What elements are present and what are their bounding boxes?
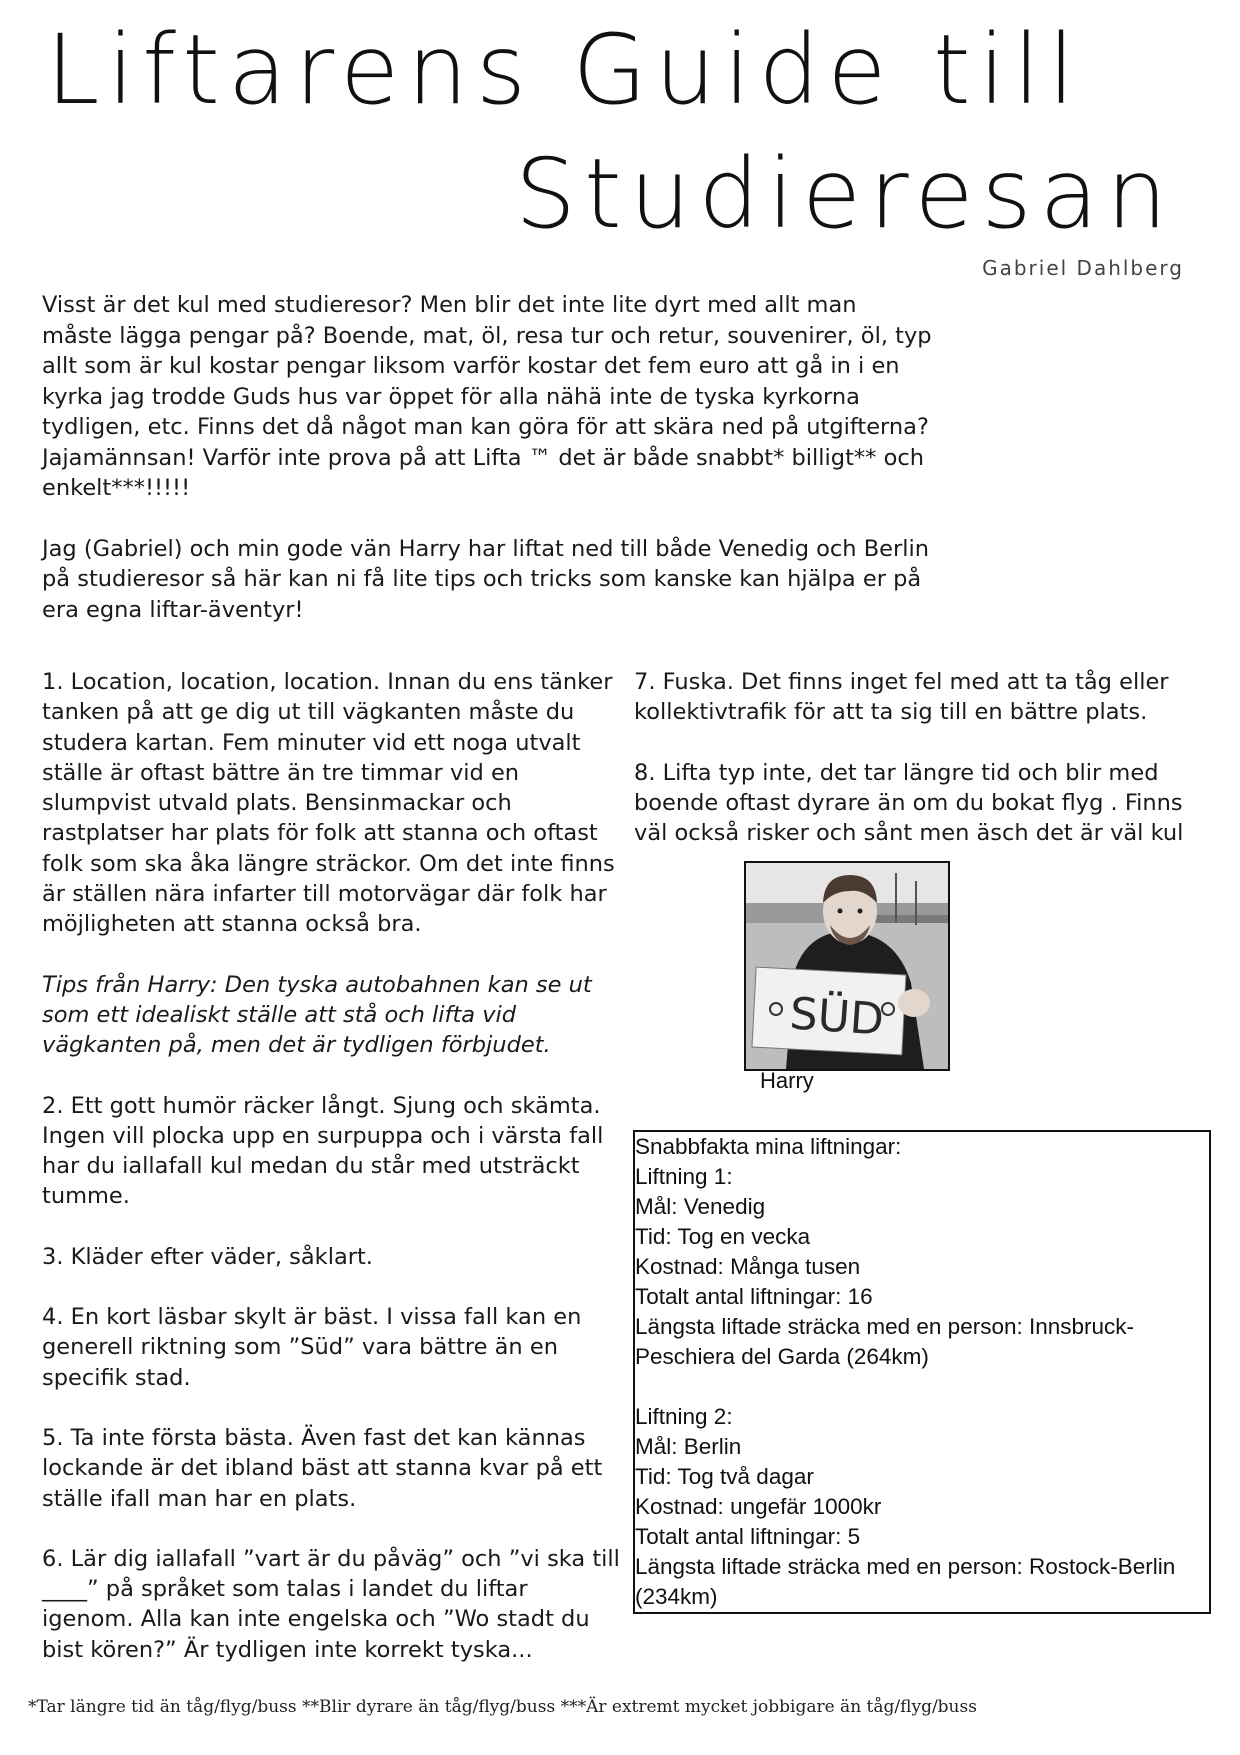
trip-1-label: Liftning 1: <box>635 1164 733 1189</box>
facts-heading: Snabbfakta mina liftningar: <box>635 1134 902 1159</box>
trip-1-time: Tid: Tog en vecka <box>635 1224 811 1249</box>
footnote: *Tar längre tid än tåg/flyg/buss **Blir dyrare än tåg/flyg/buss ***Är extremt mycket jobbigare än tåg/flyg/buss <box>28 1697 977 1717</box>
quick-facts-box <box>633 1130 1211 1614</box>
trip-2-cost: Kostnad: ungefär 1000kr <box>635 1494 882 1519</box>
trip-2-longest: Längsta liftade sträcka med en person: Rostock-Berlin (234km) <box>635 1554 1176 1609</box>
facts-spacer <box>635 1372 1205 1402</box>
tip-6: 6. Lär dig iallafall ”vart är du påväg” och ”vi ska till ____” på språket som talas i landet du liftar igenom. Alla kan inte engelska och ”Wo stadt du bist kören?” Är tydligen inte korrekt tyska... <box>42 1545 620 1663</box>
tip-1: 1. Location, location, location. Innan du ens tänker tanken på att ge dig ut till vägkanten måste du studera kartan. Fem minuter vid ett noga utvalt ställe är oftast bättre än tre timmar vid en slumpvist utvald plats. Bensinmackar och rastplatser har plats för folk att stanna och oftast folk som ska åka längre sträckor. Om det inte finns är ställen nära infarter till motorvägar där folk har möjligheten att stanna också bra. <box>42 669 615 938</box>
title-line-2: Studieresan <box>515 138 1176 250</box>
trip-2-label: Liftning 2: <box>635 1404 733 1429</box>
photo-caption: Harry <box>760 1068 814 1093</box>
trip-1-cost: Kostnad: Många tusen <box>635 1254 861 1279</box>
trip-1-longest: Längsta liftade sträcka med en person: Innsbruck-Peschiera del Garda (264km) <box>635 1314 1135 1369</box>
trip-1-count: Totalt antal liftningar: 16 <box>635 1284 873 1309</box>
title-line-1: Liftarens Guide till <box>46 14 1083 126</box>
tip-7: 7. Fuska. Det finns inget fel med att ta tåg eller kollektivtrafik för att ta sig till en bättre plats. <box>634 669 1169 726</box>
tip-8: 8. Lifta typ inte, det tar längre tid och blir med boende oftast dyrare än om du bokat flyg . Finns väl också risker och sånt men äsch det är väl kul <box>634 759 1184 847</box>
tips-right-column <box>634 667 1214 878</box>
author-byline: Gabriel Dahlberg <box>982 256 1184 280</box>
intro-paragraph: Jag (Gabriel) och min gode vän Harry har liftat ned till både Venedig och Berlin på studieresor så här kan ni få lite tips och tricks som kanske kan hjälpa er på era egna liftar-äventyr! <box>42 535 929 623</box>
tips-left-column <box>42 667 622 1695</box>
tip-from-harry: Tips från Harry: Den tyska autobahnen kan se ut som ett idealiskt ställe att stå och lifta vid vägkanten på, men det är tydligen förbjudet. <box>42 971 592 1059</box>
harry-photo-illustration <box>746 863 948 1069</box>
sign-text: SÜD <box>788 988 886 1046</box>
trip-2-time: Tid: Tog två dagar <box>635 1464 814 1489</box>
intro-paragraph: Visst är det kul med studieresor? Men blir det inte lite dyrt med allt man måste lägga pengar på? Boende, mat, öl, resa tur och retur, souvenirer, öl, typ allt som är kul kostar pengar liksom varför kostar det fem euro att gå in i en kyrka jag trodde Guds hus var öppet för alla nähä inte de tyska kyrkorna tydligen, etc. Finns det då något man kan göra för att skära ned på utgifterna? Jajamännsan! Varför inte prova på att Lifta ™ det är både snabbt* billigt** och enkelt***!!!!! <box>42 292 932 501</box>
tip-3: 3. Kläder efter väder, såklart. <box>42 1243 373 1270</box>
trip-2-goal: Mål: Berlin <box>635 1434 742 1459</box>
trip-1-goal: Mål: Venedig <box>635 1194 766 1219</box>
tip-5: 5. Ta inte första bästa. Även fast det kan kännas lockande är det ibland bäst att stanna kvar på ett ställe ifall man har en plats. <box>42 1424 603 1512</box>
harry-photo <box>744 861 950 1071</box>
intro <box>42 290 932 655</box>
tip-4: 4. En kort läsbar skylt är bäst. I vissa fall kan en generell riktning som ”Süd” vara bättre än en specifik stad. <box>42 1304 582 1391</box>
tip-2: 2. Ett gott humör räcker långt. Sjung och skämta. Ingen vill plocka upp en surpuppa och i värsta fall har du iallafall kul medan du står med utsträckt tumme. <box>42 1092 604 1210</box>
trip-2-count: Totalt antal liftningar: 5 <box>635 1524 861 1549</box>
